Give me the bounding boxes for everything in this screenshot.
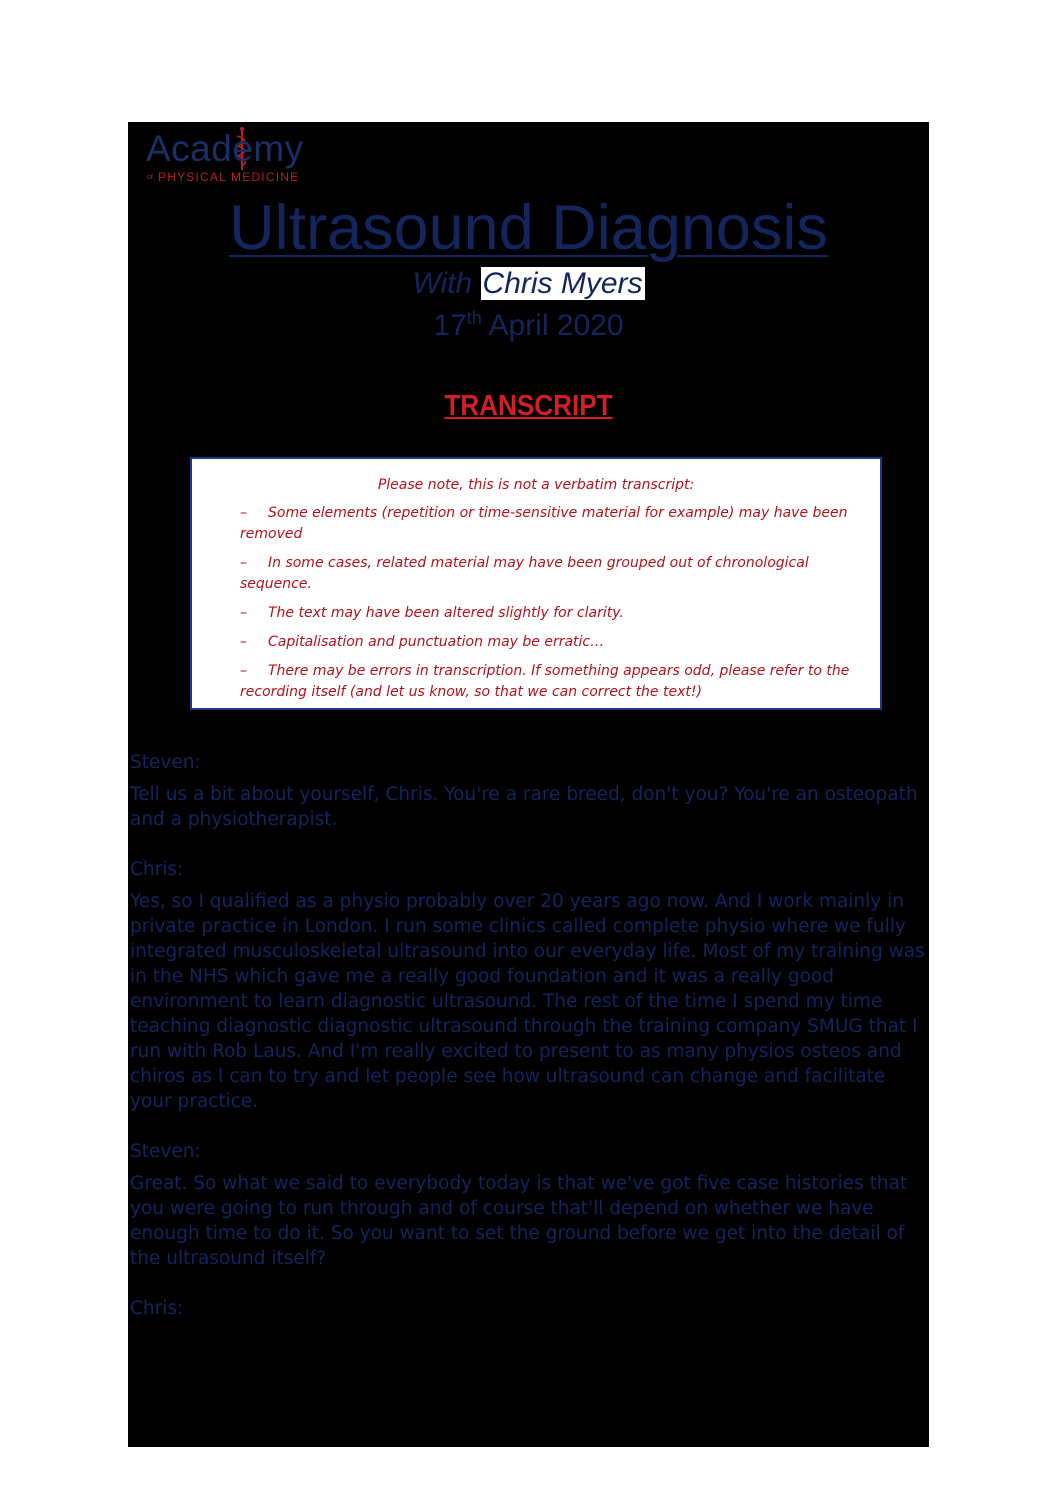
transcript-body xyxy=(130,750,929,1346)
date-suffix: th xyxy=(466,308,482,328)
transcript-label: TRANSCRIPT xyxy=(444,390,613,422)
disclaimer-item: – In some cases, related material may have been grouped out of chronological sequence. xyxy=(240,555,809,592)
speaker-name: Steven: xyxy=(130,1141,201,1162)
dash-marker: – xyxy=(240,634,247,650)
with-prefix: With xyxy=(412,267,473,300)
speech-text: Yes, so I qualified as a physio probably over 20 years ago now. And I work mainly in private practice in London. I run some clinics called complete physio where we fully integrated musculoskeletal ultrasound into our everyday life. Most of my training was in the NHS which gave me a really good foundation and it was a really good environment to learn diagnostic ultrasound. The rest of the time I spend my time teaching diagnostic diagnostic ultrasound through the training company SMUG that I run with Rob Laus. And I'm really excited to present to as many physios osteos and chiros as I can to try and let people see how ultrasound can change and facilitate your practice. xyxy=(130,891,925,1112)
dialogue-turn xyxy=(130,1139,929,1271)
logo-wordmark: Academy xyxy=(146,128,304,169)
disclaimer-heading: Please note, this is not a verbatim transcript: xyxy=(377,477,695,493)
presenter-name: Chris Myers xyxy=(482,267,643,300)
dash-marker: – xyxy=(240,555,247,571)
dash-marker: – xyxy=(240,505,247,521)
document-page xyxy=(128,122,929,1447)
presenter-line xyxy=(128,267,929,301)
disclaimer-list xyxy=(240,503,870,711)
disclaimer-item: – There may be errors in transcription. If something appears odd, please refer to the recording itself (and let us know, so that we can correct the text!) xyxy=(240,663,850,700)
disclaimer-item: – Capitalisation and punctuation may be erratic… xyxy=(240,632,870,653)
academy-logo xyxy=(146,126,346,186)
logo-of: of xyxy=(147,174,153,181)
speaker-name: Steven: xyxy=(130,752,201,773)
session-date xyxy=(128,308,929,343)
dash-marker: – xyxy=(240,663,247,679)
speech-text: Great. So what we said to everybody today is that we've got five case histories that you were going to run through and of course that'll depend on whether we have enough time to do it. So you want to set the ground before we get into the detail of the ultrasound itself? xyxy=(130,1173,908,1269)
disclaimer-item: – Some elements (repetition or time-sensitive material for example) may have been removed xyxy=(240,505,848,542)
logo-subtitle: PHYSICAL MEDICINE xyxy=(158,170,300,184)
disclaimer-item: – The text may have been altered slightly for clarity. xyxy=(240,603,870,624)
speaker-name: Chris: xyxy=(130,859,184,880)
dialogue-turn xyxy=(130,750,929,832)
disclaimer-box xyxy=(190,457,882,710)
page-title: Ultrasound Diagnosis xyxy=(229,193,828,263)
date-day: 17 xyxy=(433,309,467,342)
date-rest: April 2020 xyxy=(488,309,624,342)
dialogue-turn xyxy=(130,857,929,1114)
speech-text: Tell us a bit about yourself, Chris. You're a rare breed, don't you? You're an osteopath and a physiotherapist. xyxy=(130,784,918,830)
dialogue-turn xyxy=(130,1296,929,1321)
dash-marker: – xyxy=(240,605,247,621)
speaker-name: Chris: xyxy=(130,1298,184,1319)
